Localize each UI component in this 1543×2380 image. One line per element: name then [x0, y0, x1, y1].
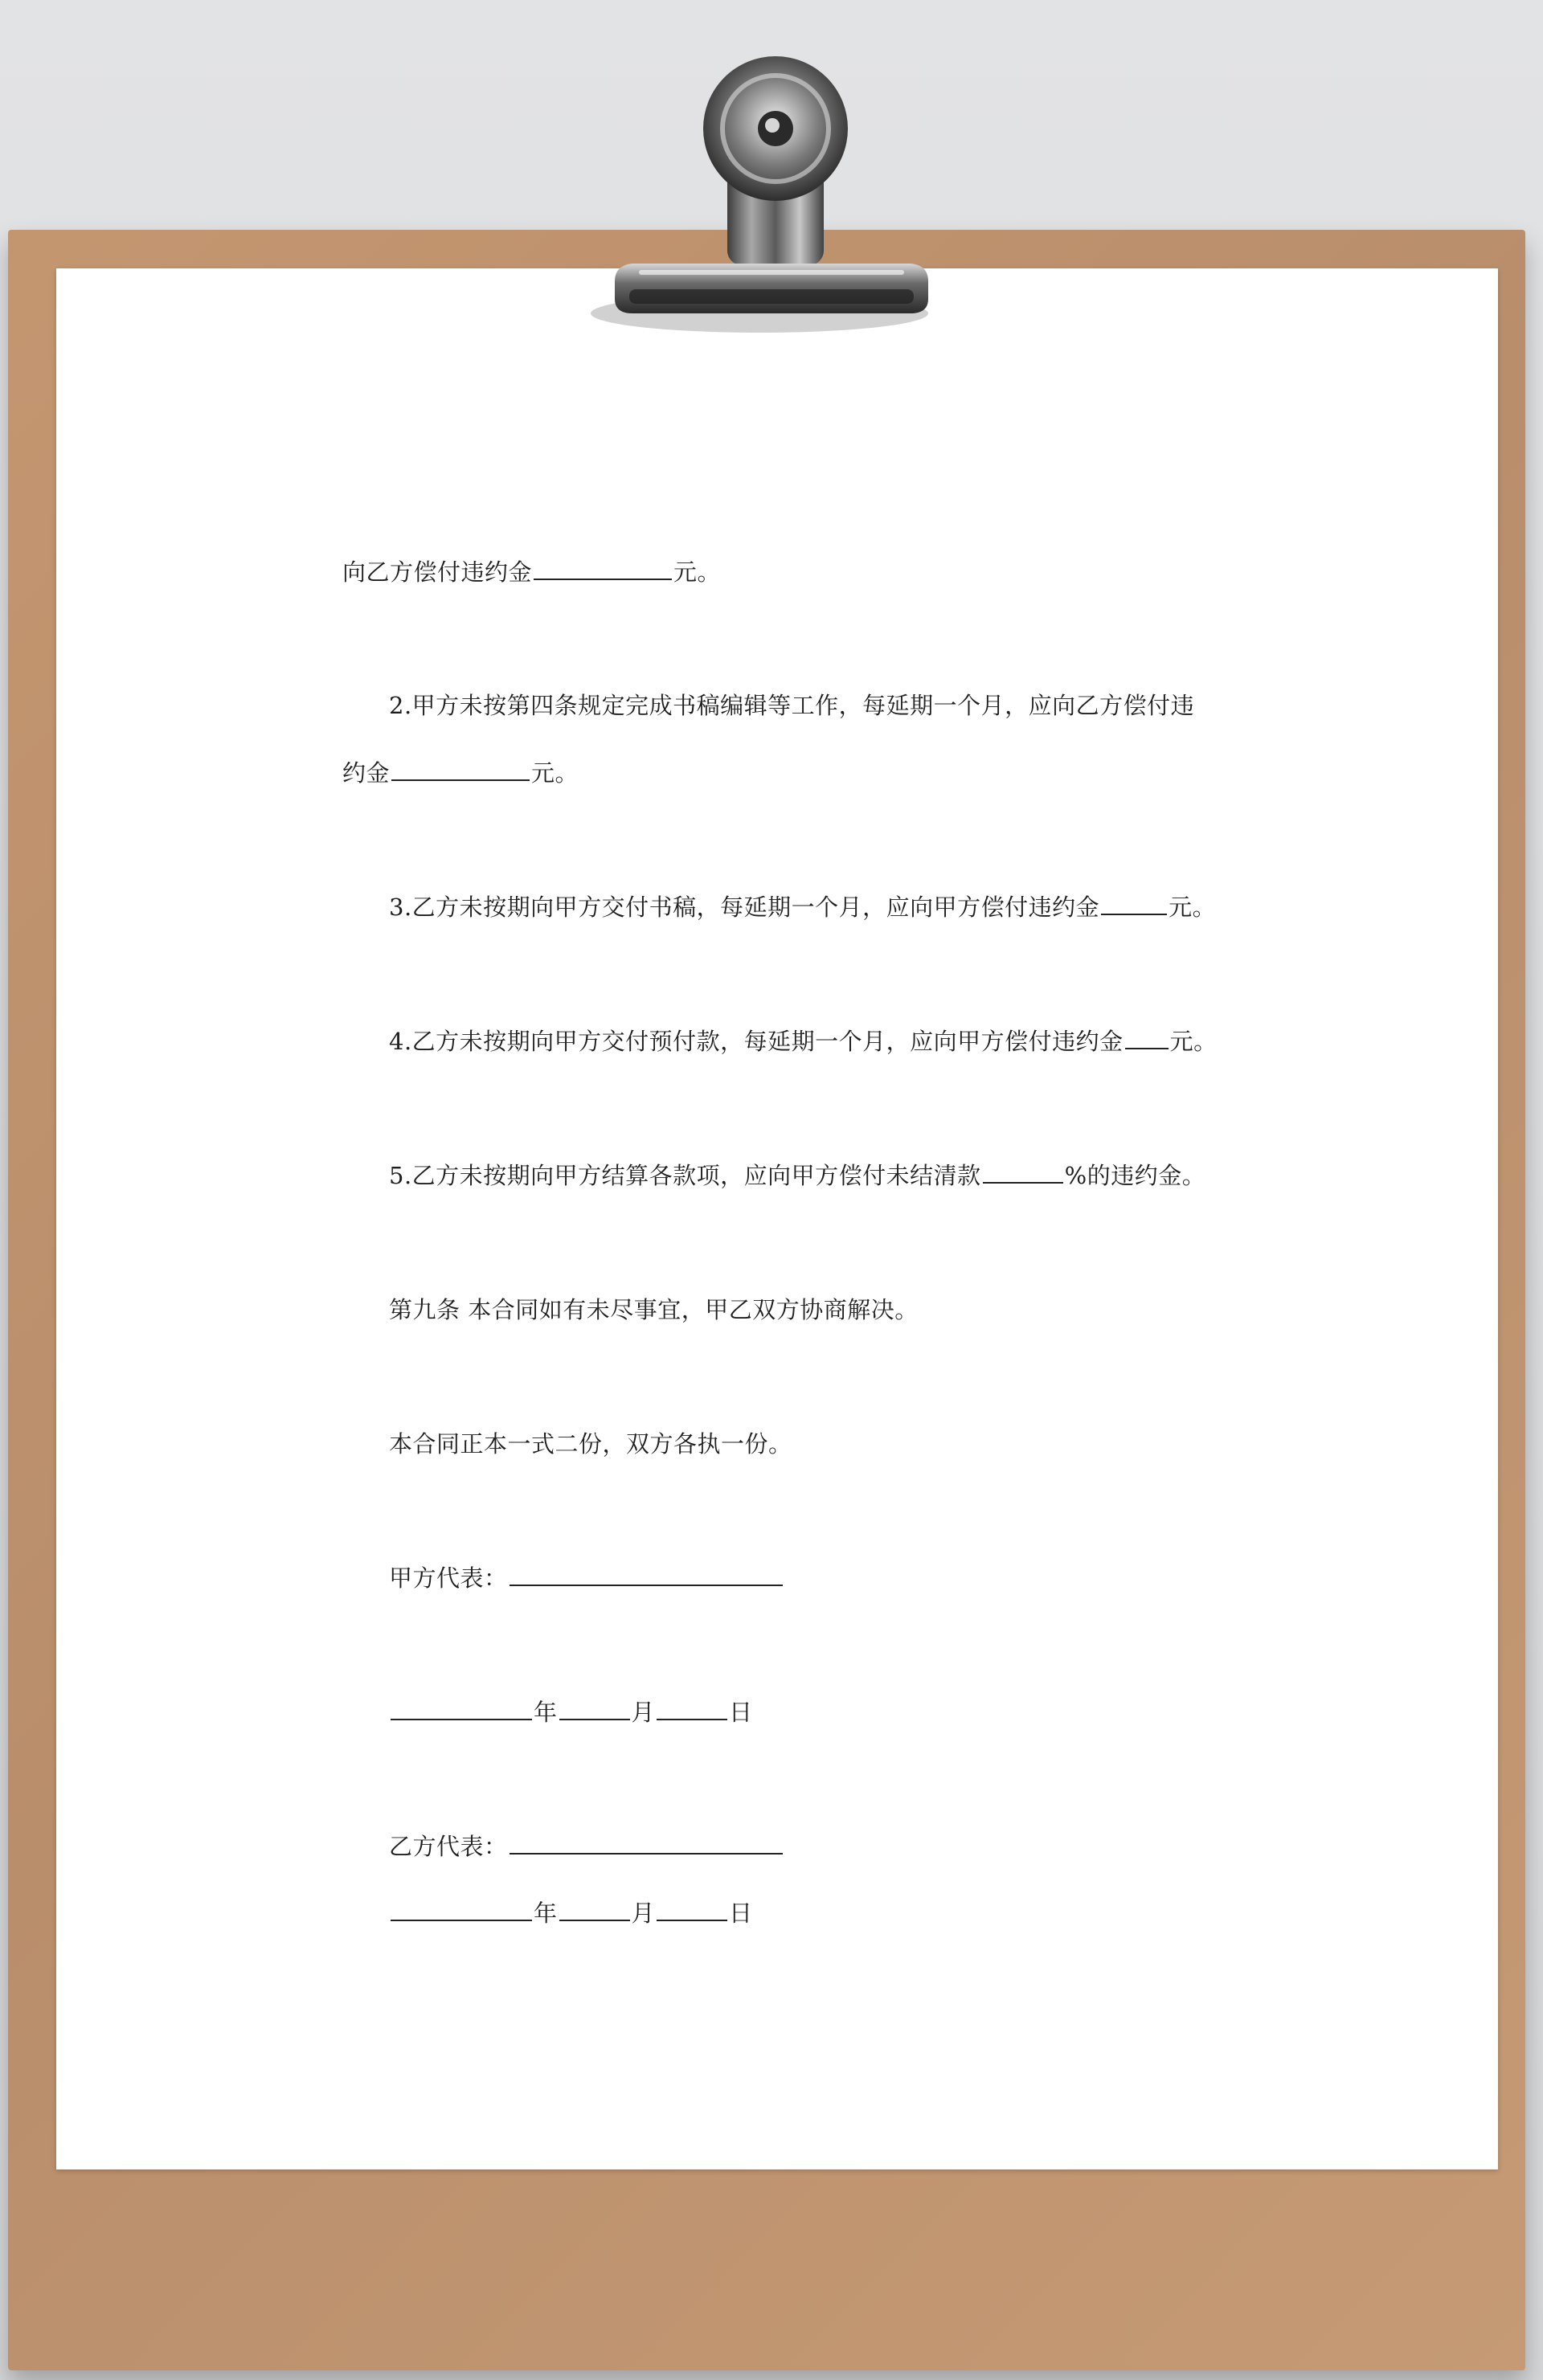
year-field[interactable] — [391, 1699, 532, 1720]
copies-text: 本合同正本一式二份，双方各执一份。 — [389, 1430, 792, 1458]
clause-3-text: 3.乙方未按期向甲方交付书稿，每延期一个月，应向甲方偿付违约金 — [389, 894, 1100, 921]
day-label: 日 — [729, 1900, 753, 1927]
copies-clause — [389, 1426, 792, 1459]
clause-5 — [389, 1158, 1205, 1191]
contract-text — [56, 268, 1498, 2169]
unit-text: %的违约金。 — [1064, 1162, 1206, 1189]
clause-4 — [389, 1024, 1218, 1057]
month-label: 月 — [631, 1699, 656, 1726]
blank-field[interactable] — [391, 760, 530, 781]
year-label: 年 — [534, 1699, 558, 1726]
month-field[interactable] — [559, 1699, 630, 1720]
party-a-date — [389, 1695, 753, 1728]
party-b-date — [389, 1895, 753, 1928]
day-field[interactable] — [657, 1699, 727, 1720]
day-field[interactable] — [657, 1900, 727, 1921]
clause-2-line-2 — [342, 755, 579, 788]
year-label: 年 — [534, 1900, 558, 1927]
article-9 — [389, 1292, 919, 1325]
party-a-signature — [389, 1560, 784, 1593]
blank-field[interactable] — [534, 559, 672, 580]
day-label: 日 — [729, 1699, 753, 1726]
party-b-signature-field[interactable] — [510, 1834, 783, 1855]
party-a-signature-field[interactable] — [510, 1565, 783, 1586]
clause-5-text: 5.乙方未按期向甲方结算各款项，应向甲方偿付未结清款 — [389, 1162, 981, 1189]
clause-2-continued: 约金 — [342, 759, 391, 787]
article-9-text: 第九条 本合同如有未尽事宜，甲乙双方协商解决。 — [389, 1296, 919, 1323]
unit-text: 元。 — [1169, 1028, 1218, 1055]
year-field[interactable] — [391, 1900, 532, 1921]
penalty-line-1 — [342, 554, 721, 587]
clause-2-line-1 — [389, 688, 1194, 721]
party-b-label: 乙方代表： — [389, 1833, 508, 1860]
clause-3 — [389, 889, 1216, 922]
blank-field[interactable] — [983, 1163, 1063, 1184]
unit-text: 元。 — [673, 558, 722, 586]
unit-text: 元。 — [531, 759, 579, 787]
blank-field[interactable] — [1125, 1028, 1169, 1049]
blank-field[interactable] — [1101, 894, 1167, 915]
clause-4-text: 4.乙方未按期向甲方交付预付款，每延期一个月，应向甲方偿付违约金 — [389, 1028, 1123, 1055]
penalty-text: 向乙方偿付违约金 — [342, 558, 533, 586]
unit-text: 元。 — [1169, 894, 1217, 921]
party-b-signature — [389, 1829, 784, 1862]
binder-clip-icon — [583, 48, 960, 370]
month-label: 月 — [631, 1900, 656, 1927]
month-field[interactable] — [559, 1900, 630, 1921]
clause-2-text: 2.甲方未按第四条规定完成书稿编辑等工作，每延期一个月，应向乙方偿付违 — [389, 692, 1195, 719]
party-a-label: 甲方代表： — [389, 1564, 508, 1592]
document-page — [56, 268, 1498, 2169]
